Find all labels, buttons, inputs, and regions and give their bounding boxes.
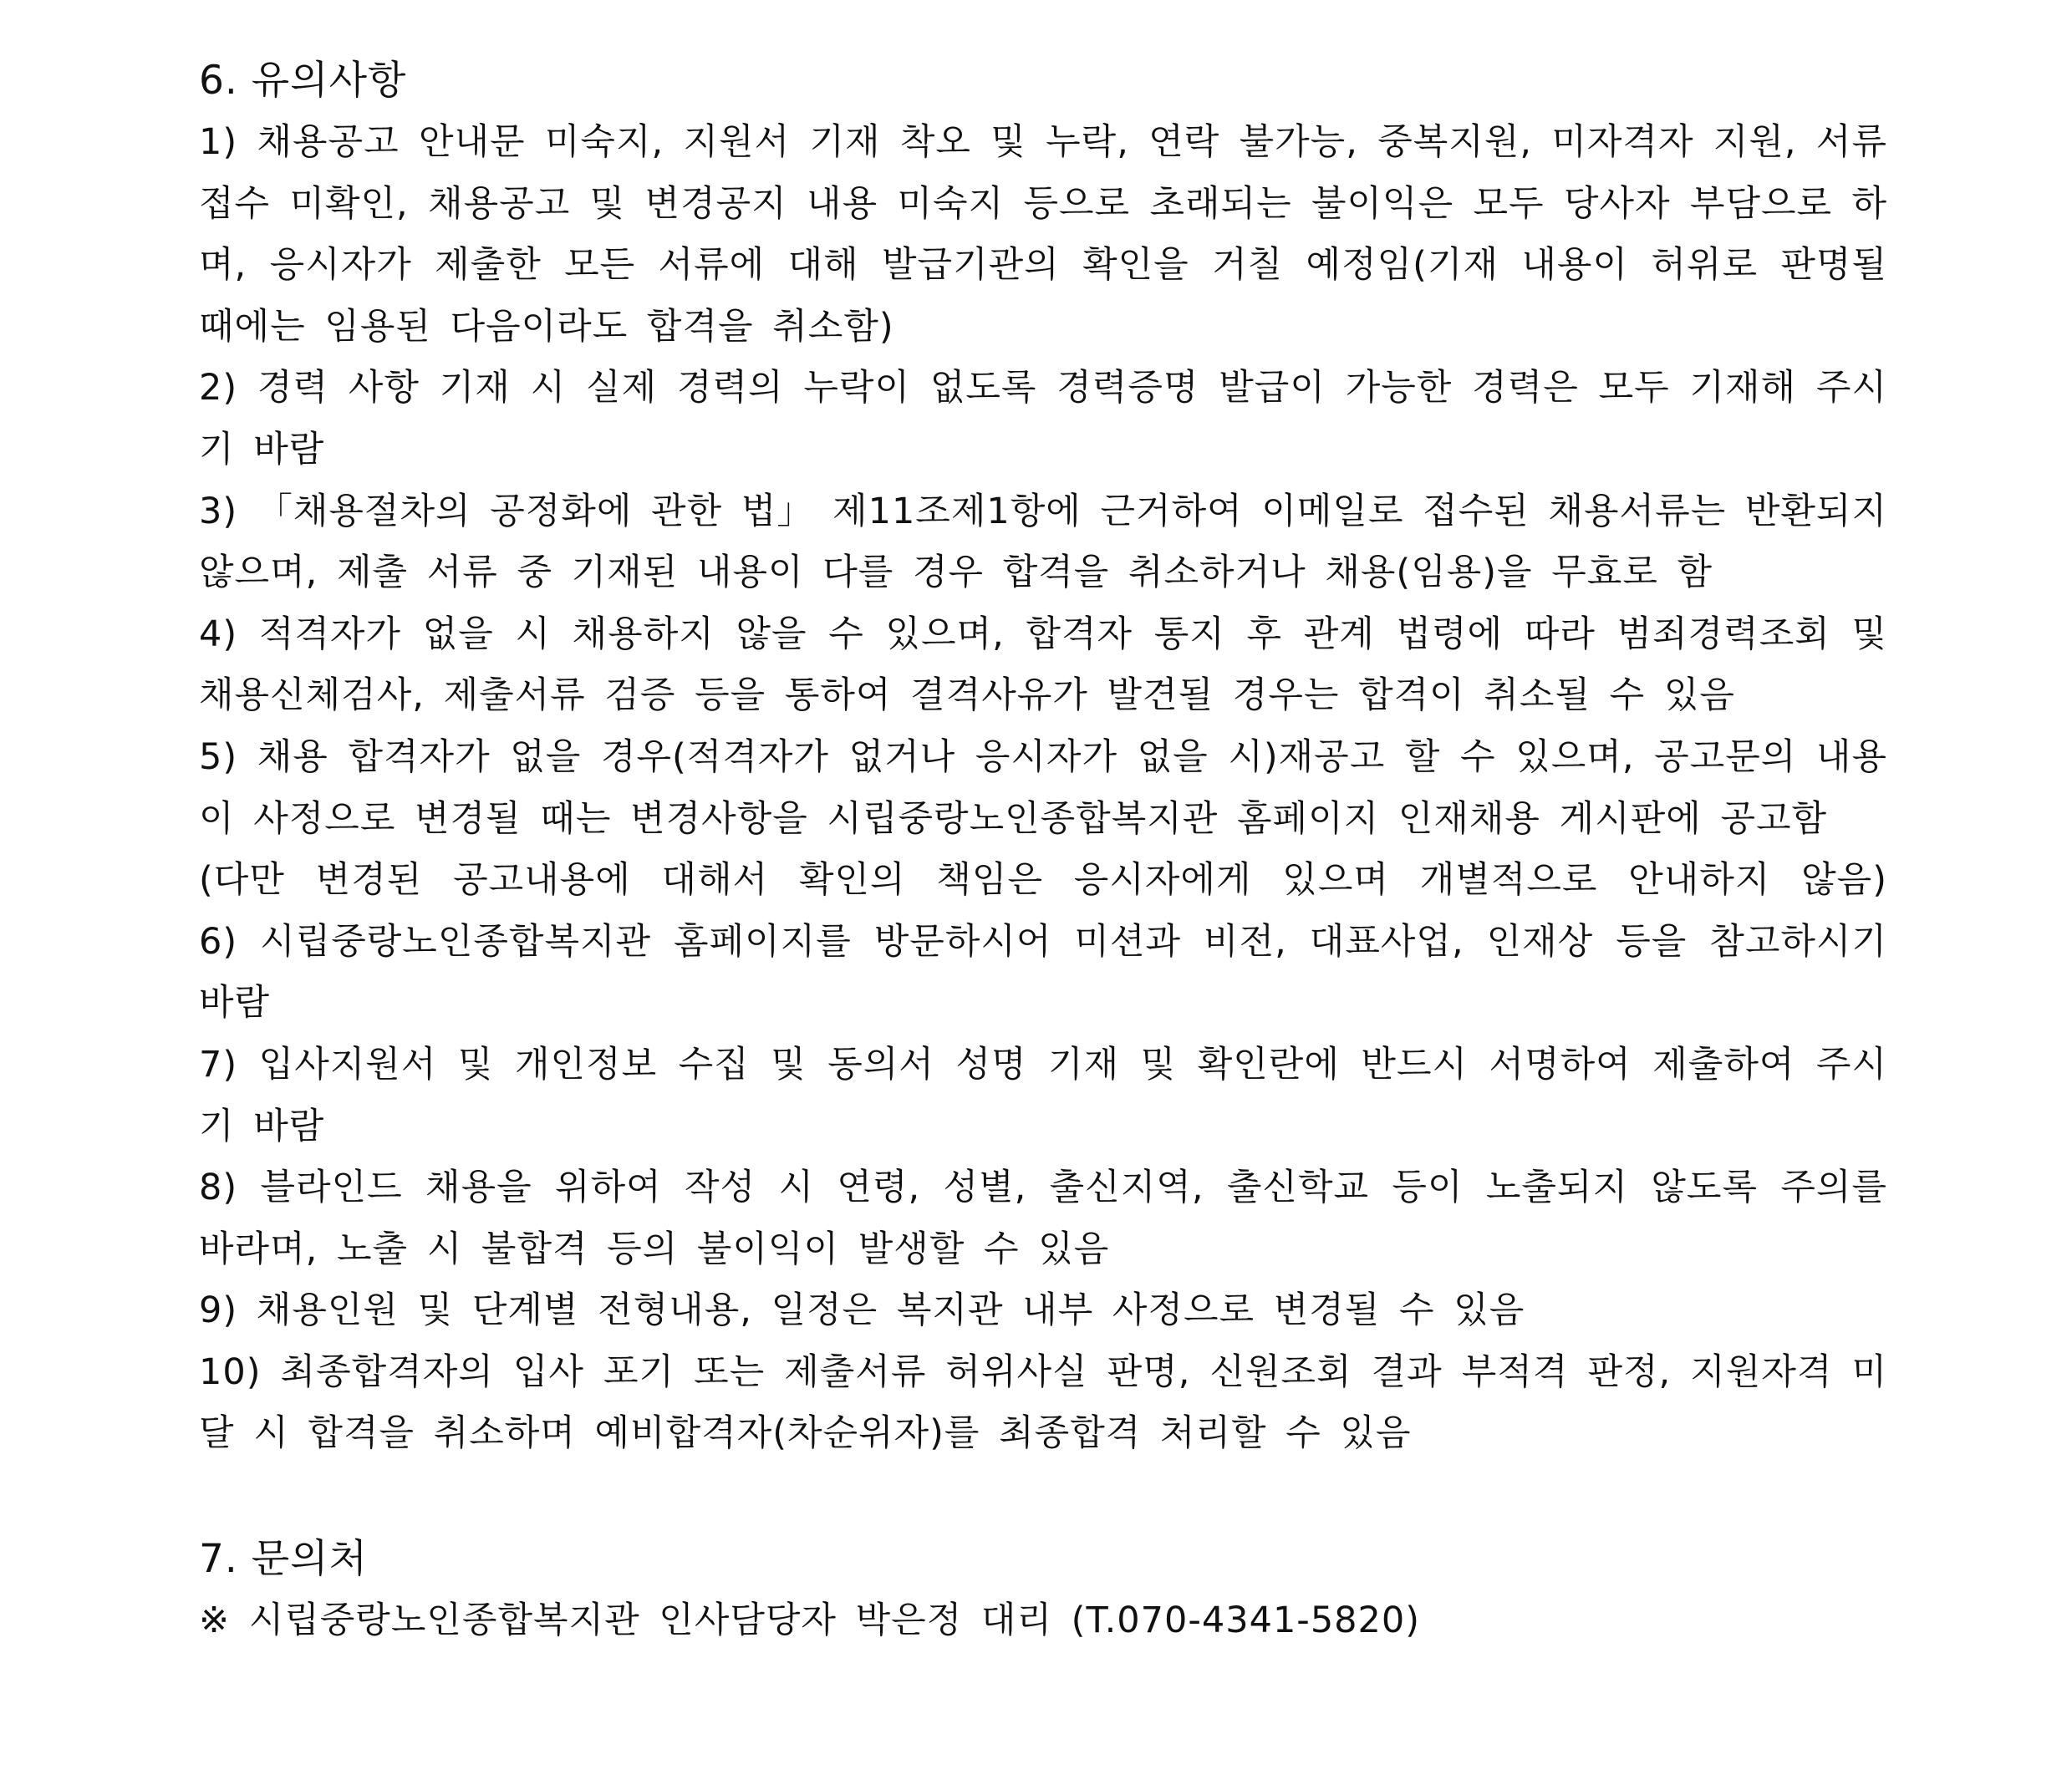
section-6-items bbox=[199, 112, 1887, 1465]
section-gap bbox=[199, 1465, 1887, 1528]
notice-item-1: 1) 채용공고 안내문 미숙지, 지원서 기재 착오 및 누락, 연락 불가능, 중복지원, 미자격자 지원, 서류 접수 미확인, 채용공고 및 변경공지 내용 미숙지 등으로 초래되는 불이익은 모두 당사자 부담으로 하며, 응시자가 제출한 모든 서류에 대해 발급기관의 확인을 거칠 예정임(기재 내용이 허위로 판명될 때에는 임용된 다음이라도 합격을 취소함) bbox=[199, 121, 1887, 348]
notice-item-7: 7) 입사지원서 및 개인정보 수집 및 동의서 성명 기재 및 확인란에 반드시 서명하여 제출하여 주시기 바람 bbox=[199, 1043, 1887, 1147]
notice-item-5-note: (다만 변경된 공고내용에 대해서 확인의 책임은 응시자에게 있으며 개별적으로 안내하지 않음) bbox=[199, 859, 1887, 902]
section-6-title: 6. 유의사항 bbox=[199, 58, 407, 104]
notice-item-10: 10) 최종합격자의 입사 포기 또는 제출서류 허위사실 판명, 신원조회 결과 부적격 판정, 지원자격 미달 시 합격을 취소하며 예비합격자(차순위자)를 최종합격 처리할 수 있음 bbox=[199, 1350, 1887, 1455]
section-7-title: 7. 문의처 bbox=[199, 1536, 368, 1583]
notice-item-3: 3) 「채용절차의 공정화에 관한 법」 제11조제1항에 근거하여 이메일로 접수된 채용서류는 반환되지 않으며, 제출 서류 중 기재된 내용이 다를 경우 합격을 취소하거나 채용(임용)을 무효로 함 bbox=[199, 490, 1887, 594]
notice-item-2: 2) 경력 사항 기재 시 실제 경력의 누락이 없도록 경력증명 발급이 가능한 경력은 모두 기재해 주시기 바람 bbox=[199, 367, 1887, 470]
notice-item-6: 6) 시립중랑노인종합복지관 홈페이지를 방문하시어 미션과 비전, 대표사업, 인재상 등을 참고하시기 바람 bbox=[199, 920, 1887, 1025]
notice-item-8: 8) 블라인드 채용을 위하여 작성 시 연령, 성별, 출신지역, 출신학교 등이 노출되지 않도록 주의를 바라며, 노출 시 불합격 등의 불이익이 발생할 수 있음 bbox=[199, 1167, 1887, 1270]
notice-item-4: 4) 적격자가 없을 시 채용하지 않을 수 있으며, 합격자 통지 후 관계 법령에 따라 범죄경력조회 및 채용신체검사, 제출서류 검증 등을 통하여 결격사유가 발견될 경우는 합격이 취소될 수 있음 bbox=[199, 613, 1887, 717]
document-page bbox=[199, 50, 1887, 1652]
notice-item-9: 9) 채용인원 및 단계별 전형내용, 일정은 복지관 내부 사정으로 변경될 수 있음 bbox=[199, 1289, 1525, 1332]
notice-item-5: 5) 채용 합격자가 없을 경우(적격자가 없거나 응시자가 없을 시)재공고 할 수 있으며, 공고문의 내용이 사정으로 변경될 때는 변경사항을 시립중랑노인종합복지관 홈페이지 인재채용 게시판에 공고함 bbox=[199, 735, 1887, 840]
contact-line: ※ 시립중랑노인종합복지관 인사담당자 박은정 대리 (T.070-4341-5820) bbox=[199, 1599, 1421, 1642]
